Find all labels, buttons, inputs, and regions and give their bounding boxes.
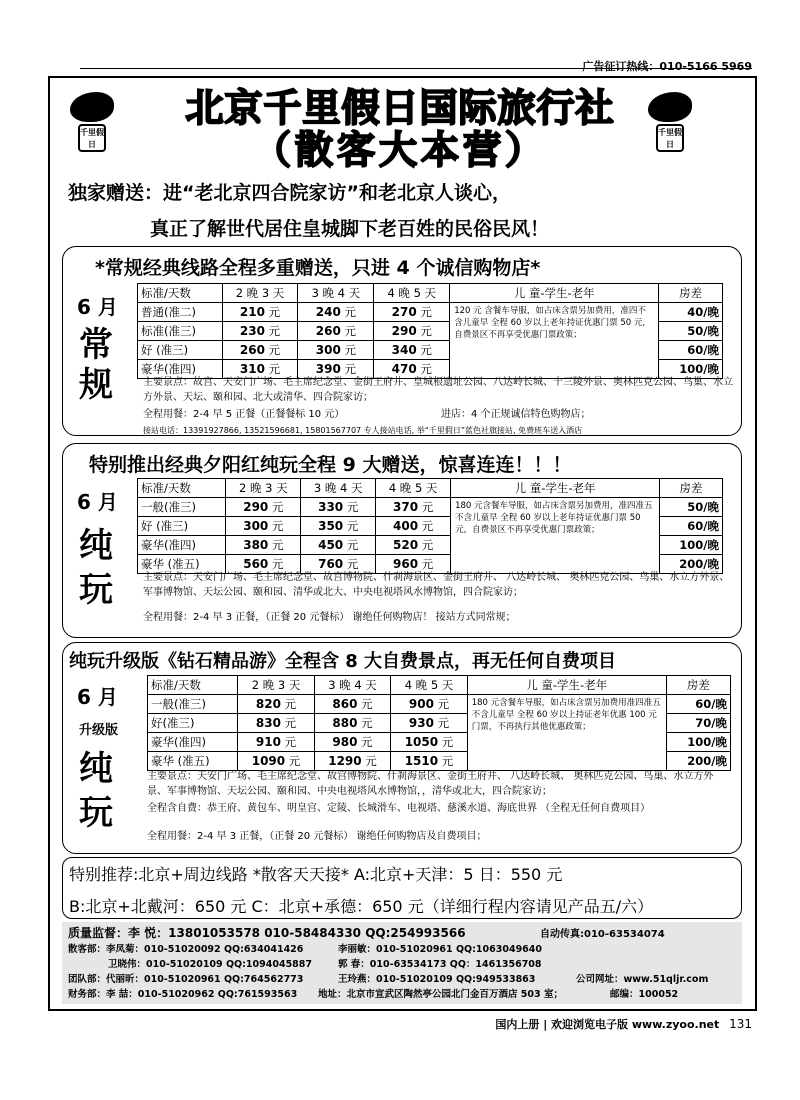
postcode-text: 邮编：100052 <box>610 989 679 1000</box>
agency-title: 北京千里假日国际旅行社 <box>185 86 615 130</box>
table-row <box>148 695 731 714</box>
shops-text: 进店：4 个正规诚信特色购物店； <box>441 409 591 420</box>
price-cell: 400 元 <box>376 517 451 536</box>
price-cell: 560 元 <box>226 555 301 574</box>
diff-cell: 70/晚 <box>666 714 730 733</box>
diff-cell: 60/晚 <box>666 695 730 714</box>
std-cell: 标准(准三) <box>138 322 223 341</box>
price-cell: 260 元 <box>298 322 374 341</box>
contact-line: 散客部：李凤菊：010-51020092 QQ:634041426 <box>68 944 304 955</box>
std-cell: 一般(准三) <box>148 695 238 714</box>
price-cell: 310 元 <box>222 360 298 379</box>
horse-icon <box>648 92 692 122</box>
table-header <box>138 284 723 303</box>
section-upgrade <box>62 642 742 854</box>
spots-text: 主要景点：天安门广场、毛主席纪念堂、故宫博物院、什刹海景区、金街王府井、 八达岭长城、 奥林匹克公园、鸟巢、水立方外景、军事博物馆、天坛公园、颐和园、清华或北大、中央电视塔风水博物馆，四合院家访； <box>143 572 730 598</box>
logo-left <box>70 92 114 152</box>
price-cell: 350 元 <box>301 517 376 536</box>
diff-cell: 100/晚 <box>660 536 723 555</box>
table-header <box>138 479 723 498</box>
spots-text: 主要景点：故宫、天安门广场、毛主席纪念堂、金街王府井、皇城根遗址公园、八达岭长城、十三陵外景、奥林匹克公园、鸟巢、水立方外景、天坛、颐和园、北大或清华、四合院家访； <box>143 377 733 403</box>
diff-cell: 100/晚 <box>666 733 730 752</box>
section-pure <box>62 443 742 638</box>
website-link[interactable]: 公司网址：www.51qljr.com <box>576 974 709 985</box>
header-cell: 3 晚 4 天 <box>301 479 376 498</box>
diff-cell: 50/晚 <box>659 322 723 341</box>
price-cell: 760 元 <box>301 555 376 574</box>
header-cell: 房差 <box>660 479 723 498</box>
std-cell: 豪华 (准五) <box>148 752 238 771</box>
meals-text: 全程用餐：2-4 早 5 正餐（正餐餐标 10 元） <box>143 409 345 420</box>
price-cell: 300 元 <box>298 341 374 360</box>
promo-line-1: 独家赠送：进“老北京四合院家访”和老北京人谈心， <box>68 182 511 204</box>
price-cell: 240 元 <box>298 303 374 322</box>
price-cell: 900 元 <box>391 695 467 714</box>
price-cell: 230 元 <box>222 322 298 341</box>
std-cell: 普通(准二) <box>138 303 223 322</box>
header <box>70 86 730 174</box>
price-cell: 1090 元 <box>238 752 314 771</box>
price-cell: 910 元 <box>238 733 314 752</box>
selfpay-text: 全程含自费：恭王府、黄包车、明皇宫、定陵、长城滑车、电视塔、慈溪水道、海底世界 （全程无任何自费项目） <box>147 803 651 814</box>
price-cell: 450 元 <box>301 536 376 555</box>
child-note: 180 元含餐车导服，如占床含票另加费用，准四准五不含儿童早 全程 60 岁以上老年持证优惠门票 50 元，自费景区不再享受优惠门票政策； <box>451 498 660 574</box>
header-cell: 儿 童-学生-老年 <box>451 479 660 498</box>
price-cell: 290 元 <box>226 498 301 517</box>
diff-cell: 40/晚 <box>659 303 723 322</box>
footer-text: 国内上册 | 欢迎浏览电子版 www.zyoo.net <box>495 1018 720 1031</box>
header-cell: 4 晚 5 天 <box>391 676 467 695</box>
contact-line: 李丽敏：010-51020961 QQ:1063049640 <box>338 944 543 955</box>
header-cell: 儿 童-学生-老年 <box>450 284 659 303</box>
price-table <box>137 283 723 379</box>
header-cell: 3 晚 4 天 <box>314 676 390 695</box>
diff-cell: 200/晚 <box>666 752 730 771</box>
section-heading: 纯玩升级版《钻石精品游》全程含 8 大自费景点，再无任何自费项目 <box>69 651 617 672</box>
std-cell: 好(准三) <box>148 714 238 733</box>
diff-cell: 60/晚 <box>659 341 723 360</box>
std-cell: 豪华 (准五) <box>138 555 226 574</box>
header-cell: 儿 童-学生-老年 <box>467 676 666 695</box>
price-cell: 520 元 <box>376 536 451 555</box>
price-cell: 960 元 <box>376 555 451 574</box>
price-cell: 880 元 <box>314 714 390 733</box>
diff-cell: 50/晚 <box>660 498 723 517</box>
contact-line: 财务部：李 喆：010-51020962 QQ:761593563 <box>68 989 298 1000</box>
upgrade-label: 升级版 <box>79 723 119 738</box>
std-cell: 好 (准三) <box>138 341 223 360</box>
header-cell: 2 晚 3 天 <box>238 676 314 695</box>
contacts-panel <box>62 922 742 1004</box>
price-cell: 1510 元 <box>391 752 467 771</box>
std-cell: 豪华(准四) <box>148 733 238 752</box>
header-cell: 3 晚 4 天 <box>298 284 374 303</box>
price-cell: 820 元 <box>238 695 314 714</box>
logo-badge: 千里假日 <box>656 124 684 152</box>
header-cell: 标准/天数 <box>138 479 226 498</box>
month-label: 6 月 <box>77 490 118 514</box>
header-cell: 2 晚 3 天 <box>222 284 298 303</box>
quality-supervisor: 质量监督：李 悦：13801053578 010-58484330 QQ:254993566 <box>68 926 466 940</box>
route-name: 纯玩 <box>79 749 113 833</box>
child-note: 120 元 含餐车导服，如占床含票另加费用，准四不含儿童早 全程 60 岁以上老年持证优惠门票 50 元，自费景区不再享受优惠门票政策； <box>450 303 659 379</box>
price-cell: 980 元 <box>314 733 390 752</box>
section-regular <box>62 246 742 436</box>
month-label: 6 月 <box>77 295 118 319</box>
recommend-line-2: B:北京+北戴河：650 元 C：北京+承德：650 元（详细行程内容请见产品五/六） <box>69 897 654 916</box>
route-name: 常规 <box>79 325 113 405</box>
price-cell: 380 元 <box>226 536 301 555</box>
price-cell: 830 元 <box>238 714 314 733</box>
recommend-box <box>62 857 742 919</box>
page-footer <box>495 1016 752 1032</box>
ad-hotline: 广告征订热线：010-5166 5969 <box>582 60 752 73</box>
std-cell: 一般(准三) <box>138 498 226 517</box>
section-heading: *常规经典线路全程多重赠送，只进 4 个诚信购物店* <box>95 257 541 279</box>
std-cell: 好 (准三) <box>138 517 226 536</box>
address-text: 地址：北京市宣武区陶然亭公园北门金百万酒店 503 室； <box>318 989 563 1000</box>
price-cell: 930 元 <box>391 714 467 733</box>
meals-text: 全程用餐：2-4 早 3 正餐，（正餐 20 元餐标） 谢绝任何购物店！ 接站方式同常规； <box>143 612 516 623</box>
header-cell: 4 晚 5 天 <box>376 479 451 498</box>
price-cell: 860 元 <box>314 695 390 714</box>
promo-line-2: 真正了解世代居住皇城脚下老百姓的民俗民风！ <box>150 218 550 240</box>
price-table <box>137 478 723 574</box>
page-number: 131 <box>729 1017 752 1031</box>
header-cell: 4 晚 5 天 <box>374 284 450 303</box>
recommend-line-1: 特别推荐:北京+周边线路 *散客天天接* A:北京+天津：5 日：550 元 <box>69 865 563 884</box>
month-label: 6 月 <box>77 685 118 709</box>
top-rule <box>80 68 752 69</box>
meals-text: 全程用餐：2-4 早 3 正餐，（正餐 20 元餐标） 谢绝任何购物店及自费项目； <box>147 831 487 842</box>
route-name: 纯玩 <box>79 526 113 610</box>
header-cell: 房差 <box>659 284 723 303</box>
contact-line: 王玲燕：010-51020109 QQ:949533863 <box>338 974 536 985</box>
table-row <box>138 498 723 517</box>
contact-line: 郭 春：010-63534173 QQ：1461356708 <box>338 959 542 970</box>
horse-icon <box>70 92 114 122</box>
pickup-text: 接站电话：13391927866, 13521596681, 15801567707 专人接站电话, 举“千里假日”蓝色社旗接站, 免费班车送入酒店 <box>143 426 583 435</box>
price-table <box>147 675 731 771</box>
price-cell: 340 元 <box>374 341 450 360</box>
diff-cell: 200/晚 <box>660 555 723 574</box>
price-cell: 260 元 <box>222 341 298 360</box>
section-heading: 特别推出经典夕阳红纯玩全程 9 大赠送，惊喜连连！！！ <box>89 454 572 476</box>
header-cell: 标准/天数 <box>138 284 223 303</box>
logo-right <box>648 92 692 152</box>
price-cell: 1290 元 <box>314 752 390 771</box>
agency-subtitle: （散客大本营） <box>252 128 547 172</box>
std-cell: 豪华(准四) <box>138 360 223 379</box>
price-cell: 210 元 <box>222 303 298 322</box>
price-cell: 270 元 <box>374 303 450 322</box>
table-row <box>138 303 723 322</box>
spots-text: 主要景点：天安门广场、毛主席纪念堂、故宫博物院、什刹海景区、金街王府井、 八达岭长城、 奥林匹克公园、鸟巢、水立方外景、军事博物馆、天坛公园、颐和园、中央电视塔风水博物馆，，清华或北大，四合院家访； <box>147 771 714 797</box>
price-cell: 290 元 <box>374 322 450 341</box>
price-cell: 370 元 <box>376 498 451 517</box>
header-cell: 标准/天数 <box>148 676 238 695</box>
child-note: 180 元含餐车导服，如占床含票另加费用准四准五不含儿童早 全程 60 岁以上持证老年优惠 100 元门票，不再执行其他优惠政策； <box>467 695 666 771</box>
fax-number: 自动传真:010-63534074 <box>540 929 665 940</box>
diff-cell: 60/晚 <box>660 517 723 536</box>
std-cell: 豪华(准四) <box>138 536 226 555</box>
contact-line: 卫晓伟：010-51020109 QQ:1094045887 <box>108 959 313 970</box>
diff-cell: 100/晚 <box>659 360 723 379</box>
table-header <box>148 676 731 695</box>
price-cell: 1050 元 <box>391 733 467 752</box>
price-cell: 300 元 <box>226 517 301 536</box>
logo-badge: 千里假日 <box>78 124 106 152</box>
header-cell: 2 晚 3 天 <box>226 479 301 498</box>
header-cell: 房差 <box>666 676 730 695</box>
price-cell: 470 元 <box>374 360 450 379</box>
contact-line: 团队部：代丽昕：010-51020961 QQ:764562773 <box>68 974 304 985</box>
price-cell: 390 元 <box>298 360 374 379</box>
price-cell: 330 元 <box>301 498 376 517</box>
